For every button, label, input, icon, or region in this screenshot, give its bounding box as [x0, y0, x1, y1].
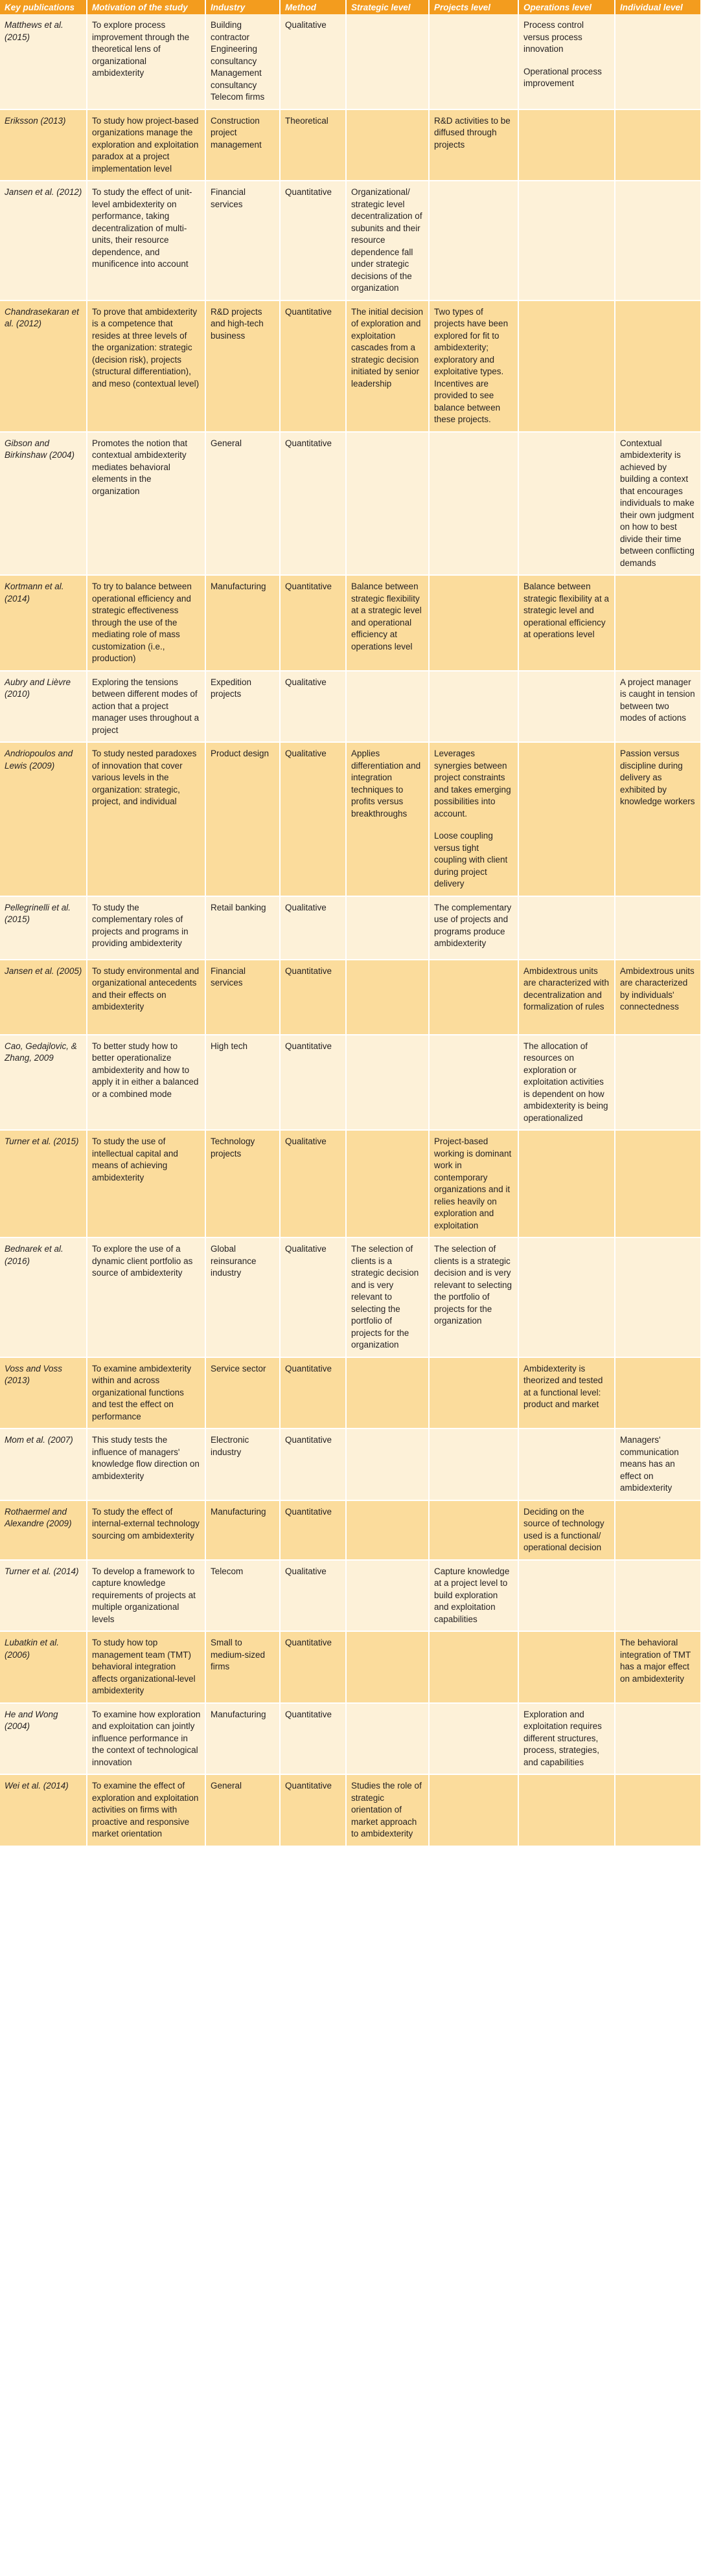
key-publication-cell: Kortmann et al. (2014)	[0, 575, 87, 671]
projects-level-cell: R&D activities to be diffused through projects	[429, 109, 518, 181]
operations-level-cell	[518, 671, 615, 743]
strategic-level-cell	[346, 14, 429, 109]
key-publication-cell: He and Wong (2004)	[0, 1703, 87, 1775]
table-row	[0, 1130, 701, 1237]
industry-cell: Building contractor Engineering consultancy Management consultancy Telecom firms	[205, 14, 280, 109]
individual-level-cell: Managers' communication means has an effect on ambidexterity	[615, 1429, 701, 1500]
industry-cell: General	[205, 1774, 280, 1846]
method-cell: Quantitative	[280, 1703, 346, 1775]
strategic-level-cell	[346, 432, 429, 576]
operations-level-cell	[518, 742, 615, 896]
industry-cell: Manufacturing	[205, 1703, 280, 1775]
header-motivation: Motivation of the study	[87, 0, 205, 14]
strategic-level-cell	[346, 109, 429, 181]
method-cell: Quantitative	[280, 181, 346, 300]
operations-level-cell	[518, 300, 615, 432]
key-publication-cell: Rothaermel and Alexandre (2009)	[0, 1500, 87, 1560]
header-projects-level: Projects level	[429, 0, 518, 14]
table-row	[0, 432, 701, 576]
strategic-level-cell: The selection of clients is a strategic decision and is very relevant to selecting the portfolio of projects for the organization	[346, 1237, 429, 1357]
header-key-publications: Key publications	[0, 0, 87, 14]
operations-level-cell: The allocation of resources on exploration or exploitation activities is dependent on how ambidexterity is being operationalized	[518, 1035, 615, 1131]
method-cell: Qualitative	[280, 671, 346, 743]
operations-level-cell	[518, 896, 615, 960]
industry-cell: Construction project management	[205, 109, 280, 181]
motivation-cell: To study how top management team (TMT) behavioral integration affects organizational-level ambidexterity	[87, 1631, 205, 1703]
projects-level-cell: The complementary use of projects and programs produce ambidexterity	[429, 896, 518, 960]
individual-level-cell	[615, 1237, 701, 1357]
strategic-level-cell	[346, 671, 429, 743]
projects-level-cell	[429, 181, 518, 300]
method-cell: Qualitative	[280, 742, 346, 896]
projects-level-cell	[429, 1774, 518, 1846]
motivation-cell: To develop a framework to capture knowledge requirements of projects at multiple organizational levels	[87, 1560, 205, 1632]
header-individual-level: Individual level	[615, 0, 701, 14]
operations-level-cell	[518, 432, 615, 576]
key-publication-cell: Andriopoulos and Lewis (2009)	[0, 742, 87, 896]
motivation-cell: To study the effect of unit-level ambidexterity on performance, taking decentralization of multi-units, their resource dependence, and munificence into account	[87, 181, 205, 300]
projects-level-cell-paragraph: Loose coupling versus tight coupling with client during project delivery	[434, 831, 508, 888]
method-cell: Quantitative	[280, 1035, 346, 1131]
operations-level-cell	[518, 1130, 615, 1237]
key-publication-cell: Turner et al. (2014)	[0, 1560, 87, 1632]
industry-cell: High tech	[205, 1035, 280, 1131]
individual-level-cell	[615, 575, 701, 671]
projects-level-cell: Capture knowledge at a project level to build exploration and exploitation capabilities	[429, 1560, 518, 1632]
header-industry: Industry	[205, 0, 280, 14]
header-operations-level: Operations level	[518, 0, 615, 14]
method-cell: Qualitative	[280, 1130, 346, 1237]
key-publication-cell: Aubry and Lièvre (2010)	[0, 671, 87, 743]
industry-cell: Global reinsurance industry	[205, 1237, 280, 1357]
key-publication-cell: Eriksson (2013)	[0, 109, 87, 181]
operations-level-cell: Ambidextrous units are characterized with decentralization and formalization of rules	[518, 960, 615, 1035]
strategic-level-cell	[346, 1631, 429, 1703]
motivation-cell: To study nested paradoxes of innovation that cover various levels in the organization: strategic, project, and individual	[87, 742, 205, 896]
individual-level-cell	[615, 181, 701, 300]
key-publication-cell: Wei et al. (2014)	[0, 1774, 87, 1846]
individual-level-cell	[615, 1357, 701, 1429]
individual-level-cell	[615, 14, 701, 109]
strategic-level-cell: Studies the role of strategic orientation of market approach to ambidexterity	[346, 1774, 429, 1846]
method-cell: Quantitative	[280, 1774, 346, 1846]
method-cell: Qualitative	[280, 1237, 346, 1357]
projects-level-cell	[429, 742, 518, 896]
projects-level-cell: Two types of projects have been explored for fit to ambidexterity; exploratory and exploitative types. Incentives are provided to see balance between these projects.	[429, 300, 518, 432]
method-cell: Quantitative	[280, 1500, 346, 1560]
individual-level-cell: A project manager is caught in tension between two modes of actions	[615, 671, 701, 743]
individual-level-cell	[615, 300, 701, 432]
industry-cell: Manufacturing	[205, 1500, 280, 1560]
individual-level-cell: The behavioral integration of TMT has a major effect on ambidexterity	[615, 1631, 701, 1703]
key-publication-cell: Jansen et al. (2005)	[0, 960, 87, 1035]
projects-level-cell	[429, 960, 518, 1035]
table-row	[0, 14, 701, 109]
strategic-level-cell	[346, 896, 429, 960]
operations-level-cell: Deciding on the source of technology used is a functional/ operational decision	[518, 1500, 615, 1560]
projects-level-cell	[429, 1703, 518, 1775]
operations-level-cell	[518, 109, 615, 181]
operations-level-cell	[518, 1560, 615, 1632]
key-publication-cell: Pellegrinelli et al. (2015)	[0, 896, 87, 960]
individual-level-cell: Passion versus discipline during delivery as exhibited by knowledge workers	[615, 742, 701, 896]
projects-level-cell	[429, 1429, 518, 1500]
motivation-cell: To explore process improvement through the theoretical lens of organizational ambidexterity	[87, 14, 205, 109]
method-cell: Qualitative	[280, 896, 346, 960]
operations-level-cell-paragraph: Process control versus process innovation	[523, 20, 584, 54]
industry-cell: Telecom	[205, 1560, 280, 1632]
method-cell: Quantitative	[280, 432, 346, 576]
method-cell: Quantitative	[280, 575, 346, 671]
table-row	[0, 109, 701, 181]
table-row	[0, 1774, 701, 1846]
operations-level-cell	[518, 1429, 615, 1500]
table-row	[0, 1500, 701, 1560]
strategic-level-cell: Applies differentiation and integration techniques to profits versus breakthroughs	[346, 742, 429, 896]
motivation-cell: To explore the use of a dynamic client portfolio as source of ambidexterity	[87, 1237, 205, 1357]
method-cell: Quantitative	[280, 1631, 346, 1703]
strategic-level-cell	[346, 1560, 429, 1632]
motivation-cell: To study how project-based organizations manage the exploration and exploitation paradox at a project implementation level	[87, 109, 205, 181]
strategic-level-cell	[346, 1429, 429, 1500]
industry-cell: Small to medium-sized firms	[205, 1631, 280, 1703]
operations-level-cell: Exploration and exploitation requires different structures, process, strategies, and capabilities	[518, 1703, 615, 1775]
strategic-level-cell	[346, 1500, 429, 1560]
header-row	[0, 0, 701, 14]
motivation-cell: This study tests the influence of managers' knowledge flow direction on ambidexterity	[87, 1429, 205, 1500]
motivation-cell: To examine ambidexterity within and across organizational functions and test the effect on performance	[87, 1357, 205, 1429]
table-row	[0, 300, 701, 432]
motivation-cell: To study the complementary roles of projects and programs in providing ambidexterity	[87, 896, 205, 960]
table-row	[0, 960, 701, 1035]
table-row	[0, 1035, 701, 1131]
individual-level-cell	[615, 1703, 701, 1775]
key-publication-cell: Chandrasekaran et al. (2012)	[0, 300, 87, 432]
table-row	[0, 671, 701, 743]
method-cell: Quantitative	[280, 960, 346, 1035]
method-cell: Quantitative	[280, 300, 346, 432]
key-publication-cell: Cao, Gedajlovic, & Zhang, 2009	[0, 1035, 87, 1131]
projects-level-cell	[429, 1357, 518, 1429]
key-publication-cell: Gibson and Birkinshaw (2004)	[0, 432, 87, 576]
industry-cell: R&D projects and high-tech business	[205, 300, 280, 432]
individual-level-cell	[615, 1560, 701, 1632]
industry-cell: Financial services	[205, 960, 280, 1035]
table-row	[0, 181, 701, 300]
strategic-level-cell	[346, 1035, 429, 1131]
operations-level-cell-paragraph: Operational process improvement	[523, 66, 602, 88]
method-cell: Quantitative	[280, 1429, 346, 1500]
method-cell: Theoretical	[280, 109, 346, 181]
table-row	[0, 1703, 701, 1775]
industry-cell: General	[205, 432, 280, 576]
individual-level-cell	[615, 1500, 701, 1560]
individual-level-cell: Contextual ambidexterity is achieved by building a context that encourages individuals to make their own judgment on how to best divide their time between conflicting demands	[615, 432, 701, 576]
operations-level-cell	[518, 1237, 615, 1357]
key-publication-cell: Lubatkin et al. (2006)	[0, 1631, 87, 1703]
table-body	[0, 14, 701, 1846]
industry-cell: Technology projects	[205, 1130, 280, 1237]
table-row	[0, 1429, 701, 1500]
industry-cell: Product design	[205, 742, 280, 896]
operations-level-cell: Ambidexterity is theorized and tested at a functional level: product and market	[518, 1357, 615, 1429]
table-row	[0, 1237, 701, 1357]
projects-level-cell	[429, 671, 518, 743]
table-row	[0, 1560, 701, 1632]
industry-cell: Retail banking	[205, 896, 280, 960]
table-row	[0, 575, 701, 671]
table-row	[0, 742, 701, 896]
strategic-level-cell	[346, 1703, 429, 1775]
method-cell: Qualitative	[280, 14, 346, 109]
motivation-cell: To prove that ambidexterity is a competence that resides at three levels of the organization: strategic (decision risk), projects (structural differentiation), and meso (contextual level)	[87, 300, 205, 432]
key-publication-cell: Voss and Voss (2013)	[0, 1357, 87, 1429]
header-method: Method	[280, 0, 346, 14]
strategic-level-cell: The initial decision of exploration and exploitation cascades from a strategic decision initiated by senior leadership	[346, 300, 429, 432]
projects-level-cell	[429, 1631, 518, 1703]
projects-level-cell: The selection of clients is a strategic decision and is very relevant to selecting the portfolio of projects for the organization	[429, 1237, 518, 1357]
operations-level-cell	[518, 14, 615, 109]
key-publication-cell: Turner et al. (2015)	[0, 1130, 87, 1237]
method-cell: Qualitative	[280, 1560, 346, 1632]
strategic-level-cell	[346, 960, 429, 1035]
projects-level-cell	[429, 432, 518, 576]
strategic-level-cell	[346, 1357, 429, 1429]
projects-level-cell	[429, 14, 518, 109]
motivation-cell: To examine how exploration and exploitation can jointly influence performance in the context of technological innovation	[87, 1703, 205, 1775]
motivation-cell: To examine the effect of exploration and exploitation activities on firms with proactive and responsive market orientation	[87, 1774, 205, 1846]
operations-level-cell: Balance between strategic flexibility at a strategic level and operational efficiency at operations level	[518, 575, 615, 671]
key-publication-cell: Matthews et al. (2015)	[0, 14, 87, 109]
operations-level-cell	[518, 1631, 615, 1703]
individual-level-cell	[615, 1774, 701, 1846]
projects-level-cell: Project-based working is dominant work in contemporary organizations and it relies heavily on exploration and exploitation	[429, 1130, 518, 1237]
projects-level-cell-paragraph: Leverages synergies between project constraints and takes emerging possibilities into account.	[434, 749, 511, 819]
method-cell: Quantitative	[280, 1357, 346, 1429]
motivation-cell: To study the use of intellectual capital and means of achieving ambidexterity	[87, 1130, 205, 1237]
key-publication-cell: Mom et al. (2007)	[0, 1429, 87, 1500]
individual-level-cell	[615, 1130, 701, 1237]
table-row	[0, 1631, 701, 1703]
motivation-cell: To try to balance between operational efficiency and strategic effectiveness through the use of the mediating role of mass customization (i.e., production)	[87, 575, 205, 671]
individual-level-cell	[615, 896, 701, 960]
projects-level-cell	[429, 575, 518, 671]
motivation-cell: To study the effect of internal-external technology sourcing om ambidexterity	[87, 1500, 205, 1560]
industry-cell: Financial services	[205, 181, 280, 300]
motivation-cell: Promotes the notion that contextual ambidexterity mediates behavioral elements in the organization	[87, 432, 205, 576]
individual-level-cell	[615, 1035, 701, 1131]
key-publication-cell: Bednarek et al. (2016)	[0, 1237, 87, 1357]
individual-level-cell: Ambidextrous units are characterized by individuals' connectedness	[615, 960, 701, 1035]
operations-level-cell	[518, 181, 615, 300]
operations-level-cell	[518, 1774, 615, 1846]
individual-level-cell	[615, 109, 701, 181]
strategic-level-cell: Organizational/ strategic level decentralization of subunits and their resource dependence fall under strategic decisions of the organization	[346, 181, 429, 300]
header-strategic-level: Strategic level	[346, 0, 429, 14]
projects-level-cell	[429, 1500, 518, 1560]
projects-level-cell	[429, 1035, 518, 1131]
industry-cell: Manufacturing	[205, 575, 280, 671]
motivation-cell: To study environmental and organizational antecedents and their effects on ambidexterity	[87, 960, 205, 1035]
strategic-level-cell: Balance between strategic flexibility at a strategic level and operational efficiency at operations level	[346, 575, 429, 671]
industry-cell: Expedition projects	[205, 671, 280, 743]
table-row	[0, 896, 701, 960]
motivation-cell: To better study how to better operationalize ambidexterity and how to apply it in either a balanced or a combined mode	[87, 1035, 205, 1131]
motivation-cell: Exploring the tensions between different modes of action that a project manager uses throughout a project	[87, 671, 205, 743]
industry-cell: Electronic industry	[205, 1429, 280, 1500]
table-row	[0, 1357, 701, 1429]
strategic-level-cell	[346, 1130, 429, 1237]
industry-cell: Service sector	[205, 1357, 280, 1429]
key-publication-cell: Jansen et al. (2012)	[0, 181, 87, 300]
